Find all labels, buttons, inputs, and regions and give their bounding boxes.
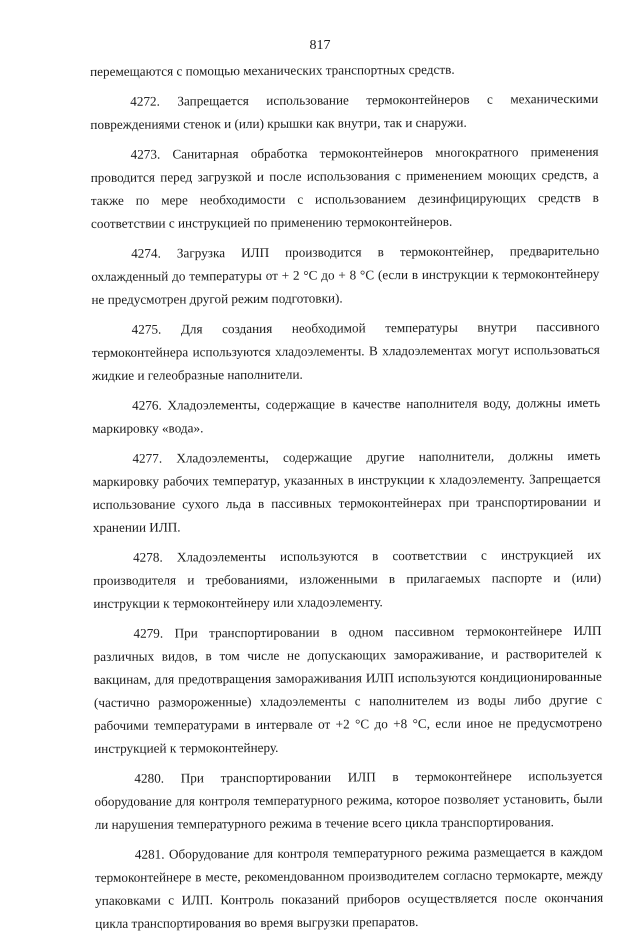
- paragraph-4276: 4276. Хладоэлементы, содержащие в качестве наполнителя воду, должны иметь маркировку «вода».: [92, 394, 601, 436]
- paragraph-4275: 4275. Для создания необходимой температуры внутри пассивного термоконтейнера используются хладоэлементы. В хладоэлементах могут использоваться жидкие и гелеобразные наполнители.: [91, 318, 600, 383]
- paragraph-4272: 4272. Запрещается использование термоконтейнеров с механическими повреждениями стенок и (или) крышки как внутри, так и снаружи.: [90, 90, 599, 132]
- paragraph-4273: 4273. Санитарная обработка термоконтейнеров многократного применения проводится перед загрузкой и после использования с применением моющих средств, а также по мере необходимости с использованием дезинфицирующих средств в соответствии с инструкцией по применению термоконтейнеров.: [90, 143, 599, 231]
- page-number: 817: [309, 38, 331, 53]
- paragraph-4278: 4278. Хладоэлементы используются в соответствии с инструкцией их производителя и требованиями, изложенными в прилагаемых паспорте и (или) инструкции к термоконтейнеру или хладоэлементу.: [93, 546, 602, 611]
- paragraph-continuation: перемещаются с помощью механических транспортных средств.: [90, 61, 455, 79]
- paragraph-4280: 4280. При транспортировании ИЛП в термоконтейнере используется оборудование для контроля температурного режима, которое позволяет установить, были ли нарушения температурного режима в течение всего цикла транспортирования.: [94, 767, 603, 832]
- paragraph-4277: 4277. Хладоэлементы, содержащие другие наполнители, должны иметь маркировку рабочих температур, указанных в инструкции к хладоэлементу. Запрещается использование сухого льда в пассивных термоконтейнерах при транспортировании и хранении ИЛП.: [92, 447, 601, 535]
- paragraph-4281: 4281. Оборудование для контроля температурного режима размещается в каждом термоконтейнере в месте, рекомендованном производителем согласно термокарте, между упаковками с ИЛП. Контроль показаний приборов осуществляется после окончания цикла транспортирования во время выгрузки препаратов.: [94, 843, 604, 931]
- paragraph-4274: 4274. Загрузка ИЛП производится в термоконтейнер, предварительно охлажденный до температуры от + 2 °С до + 8 °С (если в инструкции к термоконтейнеру не предусмотрен другой режим подготовки).: [91, 242, 600, 307]
- paragraph-4279: 4279. При транспортировании в одном пассивном термоконтейнере ИЛП различных видов, в том числе не допускающих замораживание, и растворителей к вакцинам, для предотвращения замораживания ИЛП используются кондиционированные (частично размороженные) хладоэлементы с наполнителем из воды либо другие с рабочими температурами в интервале от +2 °С до +8 °С, если иное не предусмотрено инструкцией к термоконтейнеру.: [93, 622, 603, 756]
- document-body: [90, 57, 603, 942]
